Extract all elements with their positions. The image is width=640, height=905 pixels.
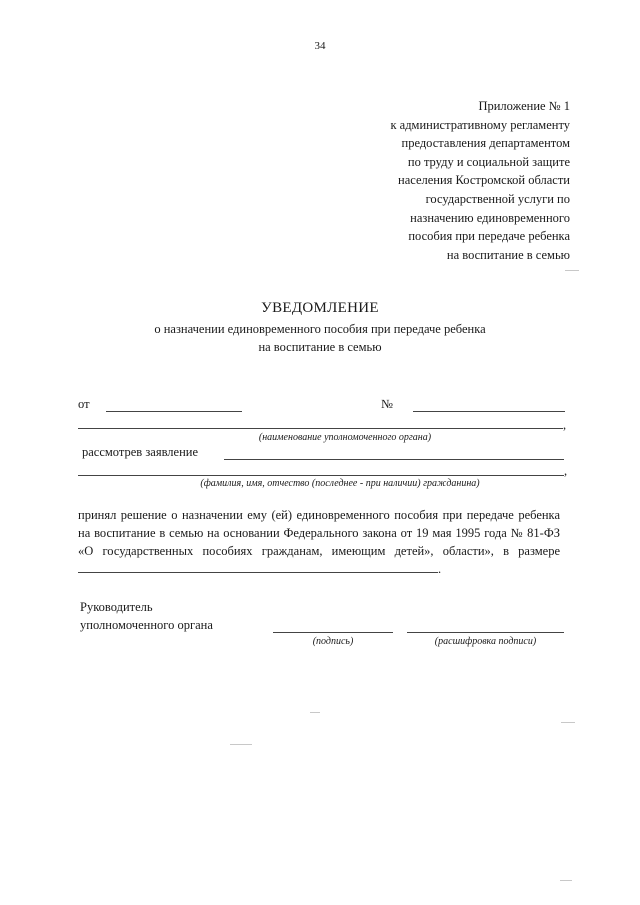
annex-line: Приложение № 1: [478, 99, 570, 113]
signature-field[interactable]: [273, 632, 393, 633]
signature-decoding-field[interactable]: [407, 632, 564, 633]
signature-caption: (подпись): [312, 636, 354, 647]
annex-line: предоставления департаментом: [401, 136, 570, 151]
scan-speck: [561, 722, 575, 723]
comma-mark: ,: [564, 464, 568, 478]
decision-paragraph: принял решение о назначении ему (ей) единовременного пособия при передаче ребенка на воспитание в семью на основании Федерального закона от 19 мая 1995 года № 81-ФЗ «О государственных пособиях гражданам, имеющим детей», области», в размере.: [78, 508, 560, 576]
from-label: от: [78, 397, 90, 411]
annex-line: назначению единовременного: [410, 210, 570, 225]
number-field[interactable]: [413, 411, 565, 412]
subtitle-line: о назначении единовременного пособия при передаче ребенка: [154, 322, 486, 336]
applicant-caption: (фамилия, имя, отчество (последнее - при наличии) гражданина): [200, 478, 480, 489]
annex-line: населения Костромской области: [398, 173, 570, 188]
authority-field[interactable]: [78, 428, 563, 429]
annex-line: на воспитание в семью: [446, 247, 570, 262]
annex-line: по труду и социальной защите: [407, 154, 570, 169]
authority-caption: (наименование уполномоченного органа): [258, 432, 432, 443]
amount-field[interactable]: [78, 560, 438, 573]
notice-title: УВЕДОМЛЕНИЕ: [261, 300, 379, 316]
annex-block: [310, 97, 570, 264]
number-label: №: [381, 397, 393, 411]
comma-mark: ,: [563, 418, 567, 432]
decision-text: принял решение о назначении ему (ей) единовременного пособия при передаче ребенка на воспитание в семью на основании Федерального закона от 19 мая 1995 года № 81-ФЗ «О государственных пособиях гражданам, имеющим детей», области», в размере: [78, 508, 560, 558]
page-number: 34: [314, 40, 326, 52]
annex-line: пособия при передаче ребенка: [408, 229, 570, 244]
applicant-field[interactable]: [78, 475, 564, 476]
scan-speck: [560, 880, 572, 881]
application-field[interactable]: [224, 459, 564, 460]
decoding-caption: (расшифровка подписи): [434, 636, 537, 647]
scan-speck: [565, 270, 579, 271]
reviewed-label: рассмотрев заявление: [82, 445, 199, 459]
head-title-line2: уполномоченного органа: [80, 618, 213, 632]
notice-subtitle: [0, 320, 640, 356]
annex-line: государственной услуги по: [425, 191, 570, 206]
scan-speck: [310, 712, 320, 713]
date-field[interactable]: [106, 411, 242, 412]
head-title-line1: Руководитель: [80, 600, 153, 614]
scan-speck: [230, 744, 252, 745]
annex-line: к административному регламенту: [390, 117, 570, 132]
subtitle-line: на воспитание в семью: [258, 340, 382, 354]
